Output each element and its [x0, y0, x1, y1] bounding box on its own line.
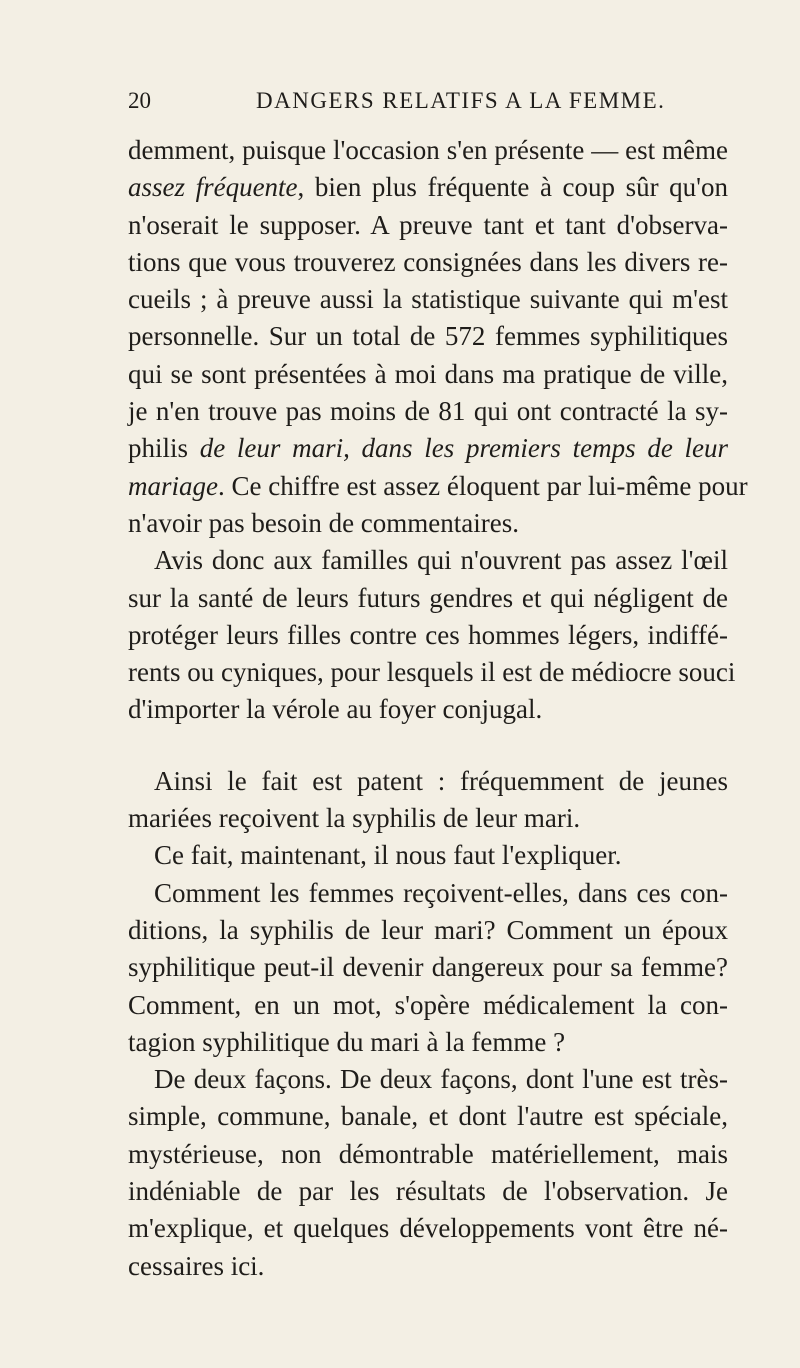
paragraph-gap: [128, 729, 728, 763]
text-line: sur la santé de leurs futurs gendres et qui négligent de: [128, 582, 728, 613]
running-head: [128, 88, 728, 118]
running-title: DANGERS RELATIFS A LA FEMME.: [256, 88, 666, 113]
text-line: Comment, en un mot, s'opère médicalement la con-: [128, 989, 728, 1020]
text-line: Comment les femmes reçoivent-elles, dans ces con-: [154, 877, 728, 908]
text-line: [128, 430, 728, 467]
text-line: qui se sont présentées à moi dans ma pratique de ville,: [128, 358, 728, 389]
text-line: demment, puisque l'occasion s'en présente — est même: [128, 135, 728, 165]
text-line: Avis donc aux familles qui n'ouvrent pas assez l'œil: [154, 545, 728, 576]
text-line: De deux façons. De deux façons, dont l'une est très-: [154, 1064, 728, 1095]
text-line: n'oserait le supposer. A preuve tant et tant d'observa-: [128, 209, 728, 240]
text-line: protéger leurs filles contre ces hommes légers, indiffé-: [128, 619, 728, 650]
text-line: personnelle. Sur un total de 572 femmes syphilitiques: [128, 321, 728, 352]
text-line: [128, 169, 728, 206]
italic-phrase: de leur mari, dans les premiers temps de leur: [199, 433, 728, 464]
text-line: mystérieuse, non démontrable matériellement, mais: [128, 1138, 728, 1169]
text-line: [128, 468, 748, 505]
text-span: . Ce chiffre est assez éloquent par lui-même pour: [218, 470, 748, 501]
text-line: m'explique, et quelques développements vont être né-: [128, 1213, 728, 1244]
text-line: je n'en trouve pas moins de 81 qui ont contracté la sy-: [128, 396, 728, 427]
italic-phrase: mariage: [128, 470, 218, 501]
text-line: mariées reçoivent la syphilis de leur mari.: [128, 803, 581, 834]
italic-phrase: assez fréquente: [128, 172, 298, 203]
page-number: 20: [128, 88, 151, 113]
text-line: tagion syphilitique du mari à la femme ?: [128, 1026, 566, 1057]
text-line: Ce fait, maintenant, il nous faut l'expliquer.: [154, 840, 622, 871]
text-span: , bien plus fréquente à coup sûr qu'on: [297, 172, 729, 203]
text-line: indéniable de par les résultats de l'observation. Je: [128, 1176, 728, 1207]
text-span: philis: [128, 433, 200, 464]
text-line: cueils ; à preuve aussi la statistique suivante qui m'est: [128, 284, 728, 315]
text-line: d'importer la vérole au foyer conjugal.: [128, 694, 543, 725]
text-line: rents ou cyniques, pour lesquels il est de médiocre souci: [128, 657, 736, 688]
text-line: cessaires ici.: [128, 1250, 265, 1281]
text-line: ditions, la syphilis de leur mari? Comment un époux: [128, 914, 728, 945]
text-line: Ainsi le fait est patent : fréquemment de jeunes: [154, 765, 728, 796]
text-line: tions que vous trouverez consignées dans les divers re-: [128, 246, 728, 277]
body-text: [128, 132, 748, 1285]
text-line: syphilitique peut-il devenir dangereux pour sa femme?: [128, 952, 728, 983]
text-line: n'avoir pas besoin de commentaires.: [128, 507, 519, 538]
text-line: simple, commune, banale, et dont l'autre est spéciale,: [128, 1101, 728, 1132]
